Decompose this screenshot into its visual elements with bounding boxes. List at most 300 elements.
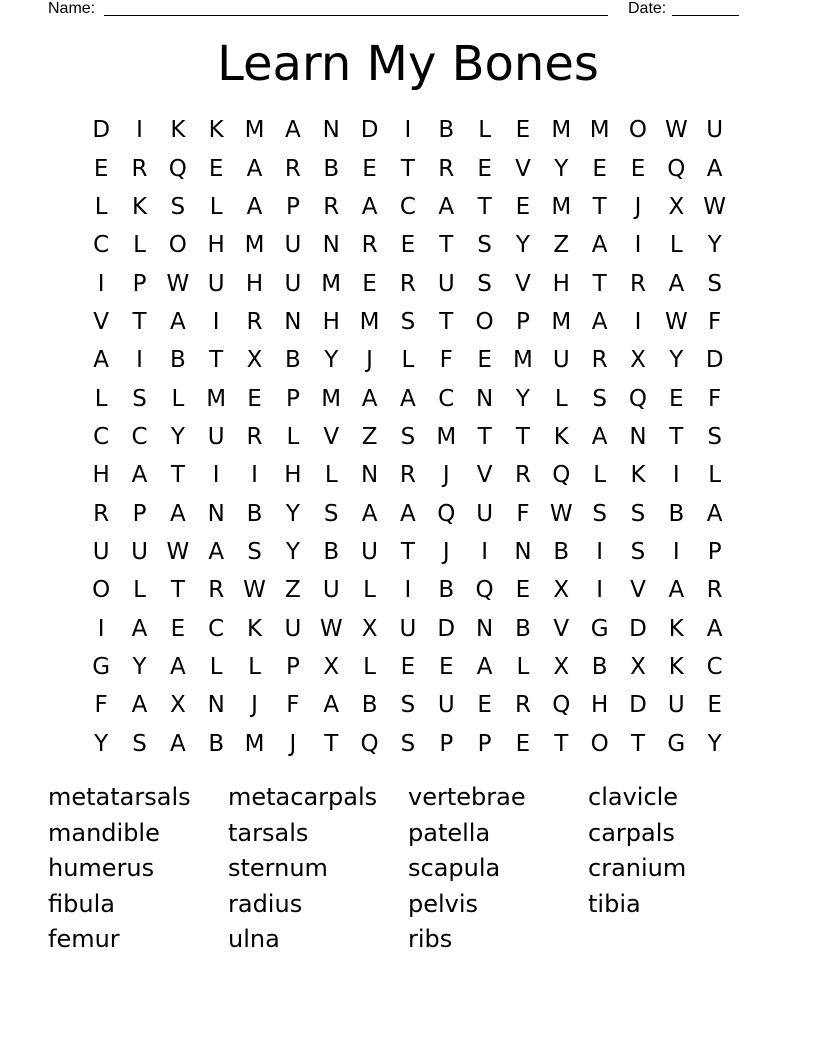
word-list-item: metatarsals bbox=[48, 783, 191, 811]
grid-letter: T bbox=[400, 538, 415, 565]
grid-letter: A bbox=[361, 500, 378, 527]
grid-letter: N bbox=[322, 232, 340, 259]
grid-letter: B bbox=[515, 615, 531, 642]
grid-letter: U bbox=[92, 538, 110, 565]
grid-letter: Q bbox=[628, 385, 648, 412]
grid-letter: Y bbox=[324, 347, 339, 374]
grid-letter: P bbox=[477, 730, 492, 757]
grid-letter: L bbox=[171, 385, 185, 412]
word-list-item: cranium bbox=[588, 854, 687, 882]
grid-letter: E bbox=[400, 653, 416, 680]
grid-letter: L bbox=[516, 653, 530, 680]
grid-letter: S bbox=[400, 730, 416, 757]
grid-letter: Y bbox=[285, 500, 300, 527]
grid-letter: R bbox=[246, 423, 263, 450]
grid-letter: G bbox=[590, 615, 609, 642]
grid-letter: W bbox=[166, 538, 190, 565]
grid-letter: F bbox=[708, 385, 722, 412]
grid-letter: R bbox=[208, 577, 225, 604]
grid-letter: R bbox=[284, 155, 301, 182]
header bbox=[0, 0, 816, 20]
grid-letter: T bbox=[439, 232, 454, 259]
grid-letter: K bbox=[247, 615, 263, 642]
grid-letter: T bbox=[669, 423, 684, 450]
grid-letter: R bbox=[438, 155, 455, 182]
word-list-item: patella bbox=[408, 818, 491, 847]
grid-letter: I bbox=[672, 462, 680, 489]
grid-letter: S bbox=[707, 270, 722, 297]
grid-letter: B bbox=[246, 500, 263, 527]
grid-letter: N bbox=[322, 117, 340, 144]
grid-letter: E bbox=[438, 653, 454, 680]
grid-letter: L bbox=[94, 193, 108, 220]
grid-letter: I bbox=[136, 117, 143, 144]
grid-letter: Y bbox=[515, 385, 530, 412]
grid-letter: R bbox=[706, 577, 723, 604]
grid-letter: M bbox=[244, 730, 265, 757]
grid-letter: A bbox=[131, 462, 148, 489]
grid-letter: A bbox=[169, 308, 186, 335]
grid-letter: L bbox=[478, 117, 492, 144]
grid-letter: U bbox=[667, 692, 685, 719]
grid-letter: Y bbox=[94, 730, 109, 757]
grid-letter: U bbox=[284, 270, 302, 297]
grid-letter: S bbox=[707, 423, 722, 450]
grid-letter: T bbox=[170, 462, 185, 489]
word-list-item: carpals bbox=[588, 818, 675, 847]
grid-letter: W bbox=[549, 500, 573, 527]
word-list-item: vertebrae bbox=[408, 783, 526, 811]
grid-letter: S bbox=[592, 500, 607, 527]
grid-letter: S bbox=[630, 500, 646, 527]
grid-letter: E bbox=[362, 155, 377, 182]
grid-letter: V bbox=[323, 423, 340, 450]
grid-letter: T bbox=[477, 193, 492, 220]
grid-letter: A bbox=[246, 155, 263, 182]
grid-letter: D bbox=[360, 117, 379, 144]
grid-letter: A bbox=[361, 193, 378, 220]
grid-letter: E bbox=[400, 232, 416, 259]
grid-letter: H bbox=[207, 232, 225, 259]
grid-letter: K bbox=[208, 117, 224, 144]
grid-letter: E bbox=[208, 155, 224, 182]
grid-letter: A bbox=[323, 692, 340, 719]
grid-letter: B bbox=[208, 730, 225, 757]
grid-letter: Y bbox=[669, 347, 684, 374]
grid-letter: P bbox=[285, 653, 300, 680]
grid-letter: M bbox=[244, 232, 265, 259]
grid-letter: V bbox=[515, 270, 531, 297]
grid-letter: M bbox=[321, 270, 342, 297]
grid-letter: U bbox=[399, 615, 417, 642]
word-list-item: mandible bbox=[48, 818, 160, 847]
grid-letter: K bbox=[553, 423, 569, 450]
grid-letter: I bbox=[596, 577, 604, 604]
grid-letter: I bbox=[672, 538, 680, 565]
grid-letter: O bbox=[168, 232, 187, 259]
grid-letter: I bbox=[481, 538, 488, 565]
word-list-item: tibia bbox=[588, 889, 641, 918]
grid-letter: Y bbox=[132, 653, 147, 680]
grid-letter: M bbox=[551, 193, 572, 220]
grid-letter: E bbox=[93, 155, 109, 182]
grid-letter: R bbox=[93, 500, 110, 527]
grid-letter: K bbox=[131, 193, 148, 220]
grid-letter: E bbox=[515, 730, 531, 757]
name-blank-line bbox=[104, 0, 608, 16]
grid-letter: L bbox=[209, 193, 223, 220]
grid-letter: A bbox=[668, 577, 685, 604]
grid-letter: E bbox=[477, 347, 492, 374]
word-list-item: tarsals bbox=[228, 818, 309, 847]
grid-letter: P bbox=[132, 270, 147, 297]
name-label: Name: bbox=[48, 0, 96, 17]
word-list-item: ribs bbox=[408, 925, 453, 953]
grid-letter: O bbox=[590, 730, 609, 757]
grid-letter: M bbox=[321, 385, 342, 412]
grid-letter: B bbox=[591, 653, 608, 680]
grid-letter: I bbox=[136, 347, 143, 374]
word-list-item: pelvis bbox=[408, 889, 479, 918]
grid-letter: I bbox=[97, 615, 105, 642]
grid-letter: Q bbox=[552, 692, 571, 719]
grid-letter: E bbox=[669, 385, 684, 412]
word-list-item: ulna bbox=[228, 925, 280, 953]
grid-letter: A bbox=[591, 308, 608, 335]
grid-letter: B bbox=[323, 155, 340, 182]
grid-letter: S bbox=[247, 538, 262, 565]
grid-letter: L bbox=[94, 385, 108, 412]
grid-letter: S bbox=[630, 538, 646, 565]
grid-letter: J bbox=[366, 347, 373, 374]
grid-letter: U bbox=[437, 692, 455, 719]
grid-letter: T bbox=[592, 270, 607, 297]
grid-letter: E bbox=[592, 155, 607, 182]
grid-letter: A bbox=[400, 385, 416, 412]
grid-letter: Y bbox=[515, 232, 530, 259]
grid-letter: T bbox=[630, 730, 646, 757]
grid-letter: U bbox=[131, 538, 148, 565]
grid-letter: R bbox=[399, 270, 416, 297]
grid-letter: H bbox=[92, 462, 110, 489]
grid-letter: A bbox=[706, 615, 723, 642]
grid-letter: R bbox=[591, 347, 608, 374]
grid-letter: U bbox=[706, 117, 724, 144]
grid-letter: D bbox=[629, 692, 647, 719]
grid-letter: P bbox=[285, 385, 300, 412]
grid-letter: Q bbox=[360, 730, 379, 757]
grid-letter: Z bbox=[553, 232, 570, 259]
grid-letter: E bbox=[630, 155, 646, 182]
grid-letter: V bbox=[93, 308, 110, 335]
grid-letter: L bbox=[593, 462, 607, 489]
grid-letter: B bbox=[169, 347, 186, 374]
grid-letter: Q bbox=[475, 577, 494, 604]
grid-letter: W bbox=[664, 308, 688, 335]
grid-letter: X bbox=[361, 615, 378, 642]
grid-letter: I bbox=[251, 462, 258, 489]
grid-letter: D bbox=[92, 117, 111, 144]
grid-letter: M bbox=[206, 385, 227, 412]
grid-letter: Y bbox=[707, 232, 722, 259]
grid-letter: L bbox=[248, 653, 261, 680]
grid-letter: L bbox=[363, 577, 376, 604]
grid-letter: T bbox=[132, 308, 147, 335]
grid-letter: U bbox=[284, 232, 302, 259]
grid-letter: A bbox=[438, 193, 455, 220]
grid-letter: I bbox=[404, 117, 412, 144]
grid-letter: P bbox=[707, 538, 722, 565]
grid-letter: T bbox=[515, 423, 530, 450]
grid-letter: A bbox=[400, 500, 416, 527]
grid-letter: A bbox=[591, 423, 608, 450]
grid-letter: E bbox=[247, 385, 262, 412]
grid-letter: A bbox=[706, 155, 723, 182]
grid-letter: D bbox=[705, 347, 724, 374]
grid-letter: A bbox=[246, 193, 263, 220]
grid-letter: X bbox=[553, 577, 570, 604]
grid-letter: K bbox=[630, 462, 646, 489]
grid-letter: A bbox=[208, 538, 225, 565]
word-list-item: clavicle bbox=[588, 783, 679, 811]
grid-letter: X bbox=[323, 653, 340, 680]
grid-letter: B bbox=[438, 117, 455, 144]
grid-letter: S bbox=[400, 308, 416, 335]
grid-letter: A bbox=[591, 232, 608, 259]
grid-letter: N bbox=[207, 692, 225, 719]
grid-letter: R bbox=[246, 308, 263, 335]
grid-letter: D bbox=[629, 615, 647, 642]
grid-letter: A bbox=[169, 653, 186, 680]
grid-letter: I bbox=[212, 462, 220, 489]
grid-letter: W bbox=[664, 117, 688, 144]
grid-letter: A bbox=[169, 730, 186, 757]
grid-letter: A bbox=[131, 615, 148, 642]
grid-letter: M bbox=[551, 117, 572, 144]
grid-letter: U bbox=[207, 423, 225, 450]
grid-letter: V bbox=[553, 615, 570, 642]
grid-letter: V bbox=[515, 155, 531, 182]
grid-letter: M bbox=[513, 347, 533, 374]
grid-letter: R bbox=[514, 462, 531, 489]
grid-letter: J bbox=[251, 692, 258, 719]
grid-letter: A bbox=[285, 117, 301, 144]
grid-letter: E bbox=[515, 117, 531, 144]
grid-letter: X bbox=[246, 347, 263, 374]
grid-letter: F bbox=[708, 308, 722, 335]
grid-letter: W bbox=[703, 193, 727, 220]
grid-letter: P bbox=[516, 308, 530, 335]
grid-letter: L bbox=[401, 347, 415, 374]
grid-letter: U bbox=[284, 615, 302, 642]
grid-letter: E bbox=[170, 615, 186, 642]
grid-letter: T bbox=[400, 155, 415, 182]
grid-letter: E bbox=[362, 270, 377, 297]
grid-letter: U bbox=[361, 538, 378, 565]
word-list-item: fibula bbox=[48, 889, 115, 918]
grid-letter: L bbox=[324, 462, 338, 489]
grid-letter: B bbox=[361, 692, 378, 719]
grid-letter: Q bbox=[552, 462, 571, 489]
grid-letter: B bbox=[553, 538, 570, 565]
word-list-item: femur bbox=[48, 925, 120, 953]
grid-letter: I bbox=[596, 538, 604, 565]
grid-letter: P bbox=[285, 193, 300, 220]
grid-letter: Z bbox=[285, 577, 301, 604]
grid-letter: R bbox=[399, 462, 416, 489]
word-list-item: scapula bbox=[408, 854, 501, 882]
grid-letter: T bbox=[439, 308, 454, 335]
grid-letter: I bbox=[97, 270, 105, 297]
grid-letter: C bbox=[93, 423, 110, 450]
grid-letter: L bbox=[554, 385, 568, 412]
grid-letter: T bbox=[170, 577, 185, 604]
grid-letter: M bbox=[359, 308, 380, 335]
grid-letter: I bbox=[404, 577, 412, 604]
grid-letter: M bbox=[589, 117, 610, 144]
grid-letter: B bbox=[668, 500, 685, 527]
grid-letter: U bbox=[437, 270, 455, 297]
grid-letter: I bbox=[634, 232, 642, 259]
grid-letter: S bbox=[592, 385, 607, 412]
grid-letter: B bbox=[285, 347, 301, 374]
grid-letter: S bbox=[132, 385, 147, 412]
grid-letter: L bbox=[133, 577, 146, 604]
grid-letter: K bbox=[170, 117, 186, 144]
grid-letter: M bbox=[551, 308, 572, 335]
grid-letter: U bbox=[322, 577, 340, 604]
grid-letter: X bbox=[553, 653, 570, 680]
grid-letter: A bbox=[706, 500, 723, 527]
grid-letter: O bbox=[475, 308, 494, 335]
grid-letter: J bbox=[442, 538, 450, 565]
grid-letter: L bbox=[209, 653, 223, 680]
grid-letter: G bbox=[667, 730, 686, 757]
grid-letter: L bbox=[133, 232, 146, 259]
grid-letter: F bbox=[439, 347, 453, 374]
grid-letter: K bbox=[668, 653, 684, 680]
word-list bbox=[48, 780, 768, 958]
grid-letter: O bbox=[628, 117, 648, 144]
grid-letter: F bbox=[94, 692, 108, 719]
grid-letter: S bbox=[400, 692, 416, 719]
grid-letter: C bbox=[438, 385, 455, 412]
word-list-item: sternum bbox=[228, 854, 328, 882]
grid-letter: L bbox=[363, 653, 376, 680]
grid-letter: Q bbox=[168, 155, 187, 182]
word-list-item: radius bbox=[228, 889, 303, 918]
grid-letter: U bbox=[476, 500, 494, 527]
grid-letter: U bbox=[552, 347, 570, 374]
grid-letter: T bbox=[477, 423, 492, 450]
grid-letter: B bbox=[323, 538, 340, 565]
grid-letter: S bbox=[323, 500, 339, 527]
grid-letter: Y bbox=[285, 538, 300, 565]
grid-letter: A bbox=[93, 347, 110, 374]
grid-letter: I bbox=[634, 308, 642, 335]
grid-letter: R bbox=[131, 155, 148, 182]
grid-letter: D bbox=[437, 615, 456, 642]
grid-letter: E bbox=[477, 155, 492, 182]
grid-letter: J bbox=[634, 193, 642, 220]
grid-letter: P bbox=[439, 730, 454, 757]
grid-letter: R bbox=[514, 692, 531, 719]
grid-letter: A bbox=[361, 385, 378, 412]
date-blank-line bbox=[672, 0, 739, 16]
grid-letter: R bbox=[629, 270, 646, 297]
grid-letter: L bbox=[708, 462, 722, 489]
grid-letter: T bbox=[592, 193, 607, 220]
grid-letter: W bbox=[319, 615, 343, 642]
grid-letter: X bbox=[630, 653, 646, 680]
word-list-item: metacarpals bbox=[228, 783, 378, 811]
grid-letter: E bbox=[477, 692, 492, 719]
grid-letter: I bbox=[212, 308, 220, 335]
grid-letter: W bbox=[243, 577, 266, 604]
grid-letter: Q bbox=[667, 155, 686, 182]
grid-letter: N bbox=[284, 308, 302, 335]
grid-letter: X bbox=[169, 692, 186, 719]
grid-letter: N bbox=[629, 423, 647, 450]
grid-letter: S bbox=[400, 423, 416, 450]
grid-letter: C bbox=[399, 193, 416, 220]
grid-letter: E bbox=[515, 193, 531, 220]
grid-letter: R bbox=[323, 193, 340, 220]
grid-letter: S bbox=[477, 232, 492, 259]
grid-letter: X bbox=[668, 193, 685, 220]
grid-letter: N bbox=[207, 500, 225, 527]
grid-letter: R bbox=[361, 232, 378, 259]
grid-letter: S bbox=[170, 193, 186, 220]
grid-letter: Q bbox=[437, 500, 456, 527]
grid-letter: O bbox=[92, 577, 111, 604]
grid-letter: H bbox=[552, 270, 570, 297]
grid-letter: T bbox=[209, 347, 224, 374]
letter-grid bbox=[82, 111, 734, 761]
grid-letter: A bbox=[668, 270, 685, 297]
grid-letter: F bbox=[286, 692, 300, 719]
grid-letter: T bbox=[324, 730, 339, 757]
grid-letter: G bbox=[92, 653, 111, 680]
grid-letter: Y bbox=[170, 423, 185, 450]
grid-letter: M bbox=[436, 423, 457, 450]
grid-letter: B bbox=[438, 577, 455, 604]
grid-letter: N bbox=[476, 615, 494, 642]
grid-letter: K bbox=[668, 615, 684, 642]
grid-letter: A bbox=[476, 653, 493, 680]
grid-letter: P bbox=[132, 500, 147, 527]
grid-letter: C bbox=[208, 615, 225, 642]
grid-letter: T bbox=[554, 730, 569, 757]
grid-letter: X bbox=[630, 347, 646, 374]
grid-letter: Z bbox=[361, 423, 378, 450]
grid-letter: J bbox=[442, 462, 450, 489]
word-list-item: humerus bbox=[48, 854, 155, 882]
grid-letter: L bbox=[669, 232, 683, 259]
grid-letter: F bbox=[516, 500, 530, 527]
grid-letter: W bbox=[166, 270, 190, 297]
page-title: Learn My Bones bbox=[217, 36, 599, 92]
grid-letter: U bbox=[207, 270, 225, 297]
grid-letter: V bbox=[630, 577, 646, 604]
date-label: Date: bbox=[628, 0, 667, 17]
grid-letter: Y bbox=[554, 155, 569, 182]
grid-letter: Y bbox=[707, 730, 722, 757]
grid-letter: N bbox=[476, 385, 494, 412]
grid-letter: C bbox=[706, 653, 723, 680]
grid-letter: L bbox=[286, 423, 300, 450]
grid-letter: M bbox=[244, 117, 265, 144]
